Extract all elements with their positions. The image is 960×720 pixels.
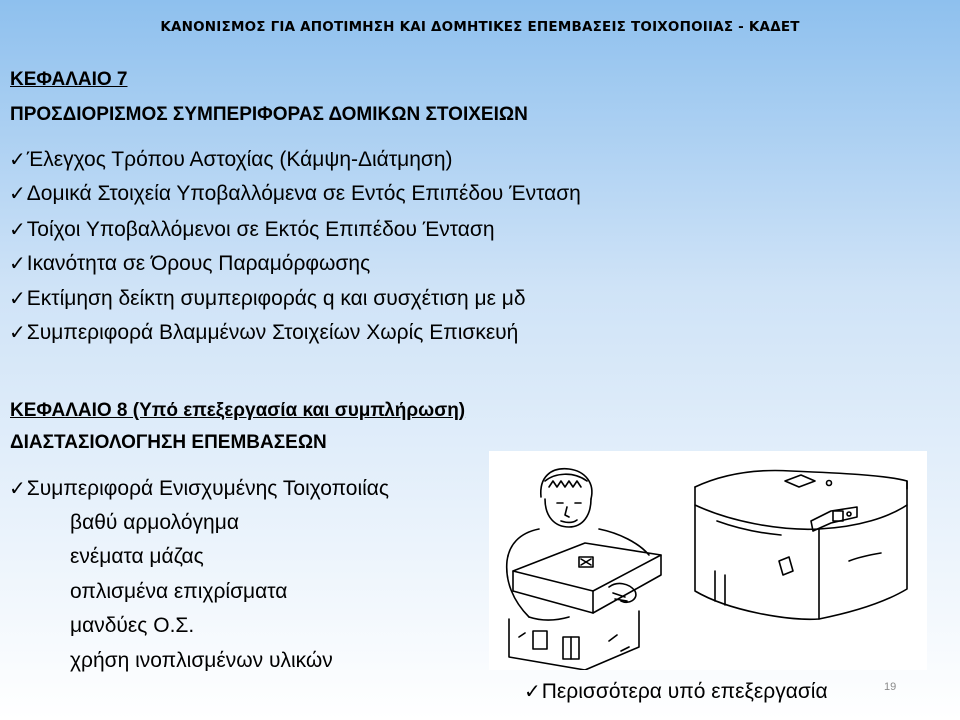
chapter7-item (9, 217, 495, 242)
chapter7-item (9, 320, 518, 345)
chapter7-item (9, 181, 581, 206)
chapter7-item (9, 251, 370, 276)
chapter7-item-text: Συμπεριφορά Βλαμμένων Στοιχείων Χωρίς Επισκευή (26, 321, 519, 344)
caption-text: Περισσότερα υπό επεξεργασία (541, 680, 828, 703)
chapter7-item-text: Τοίχοι Υποβαλλόμενοι σε Εκτός Επιπέδου Ένταση (26, 218, 495, 241)
chapter8-subitem: ενέματα μάζας (70, 545, 204, 568)
check-icon: ✓ (9, 181, 26, 205)
chapter8-subitem: οπλισμένα επιχρίσματα (70, 580, 288, 603)
illustration-caption (524, 679, 828, 704)
check-icon: ✓ (9, 320, 26, 344)
chapter8-subtitle: ΔΙΑΣΤΑΣΙΟΛΟΓΗΣΗ ΕΠΕΜΒΑΣΕΩΝ (10, 432, 327, 453)
chapter7-item (9, 286, 526, 311)
chapter7-item-text: Έλεγχος Τρόπου Αστοχίας (Κάμψη-Διάτμηση) (26, 148, 453, 171)
chapter7-item-text: Εκτίμηση δείκτη συμπεριφοράς q και συσχέτιση με μδ (26, 287, 526, 310)
chapter7-item-text: Δομικά Στοιχεία Υποβαλλόμενα σε Εντός Επιπέδου Ένταση (26, 182, 581, 205)
man-hugging-wall-drawing (507, 469, 661, 670)
strapped-wall-box-drawing (695, 471, 907, 620)
chapter8-bullet (9, 476, 389, 501)
check-icon: ✓ (9, 286, 26, 310)
strengthening-illustration (489, 451, 927, 670)
check-icon: ✓ (9, 217, 26, 241)
page-number: 19 (884, 681, 897, 693)
chapter8-subitem: μανδύες Ο.Σ. (70, 614, 195, 637)
chapter7-item-text: Ικανότητα σε Όρους Παραμόρφωσης (26, 252, 371, 275)
chapter8-subitem: χρήση ινοπλισμένων υλικών (70, 649, 333, 672)
chapter8-subitem: βαθύ αρμολόγημα (70, 511, 239, 534)
check-icon: ✓ (9, 147, 26, 171)
chapter7-subtitle: ΠΡΟΣΔΙΟΡΙΣΜΟΣ ΣΥΜΠΕΡΙΦΟΡΑΣ ΔΟΜΙΚΩΝ ΣΤΟΙΧΕΙΩΝ (10, 104, 528, 125)
chapter7-item (9, 147, 453, 172)
slide-header: ΚΑΝΟΝΙΣΜΟΣ ΓΙΑ ΑΠΟΤΙΜΗΣΗ ΚΑΙ ΔΟΜΗΤΙΚΕΣ ΕΠΕΜΒΑΣΕΙΣ ΤΟΙΧΟΠΟΙΙΑΣ - ΚΑΔΕΤ (160, 19, 800, 35)
chapter8-title: ΚΕΦΑΛΑΙΟ 8 (Υπό επεξεργασία και συμπλήρωση) (10, 400, 466, 421)
check-icon: ✓ (9, 251, 26, 275)
check-icon: ✓ (9, 476, 26, 500)
chapter7-title: ΚΕΦΑΛΑΙΟ 7 (10, 69, 128, 90)
check-icon: ✓ (524, 679, 541, 703)
chapter8-bullet-text: Συμπεριφορά Ενισχυμένης Τοιχοποιίας (26, 477, 390, 500)
